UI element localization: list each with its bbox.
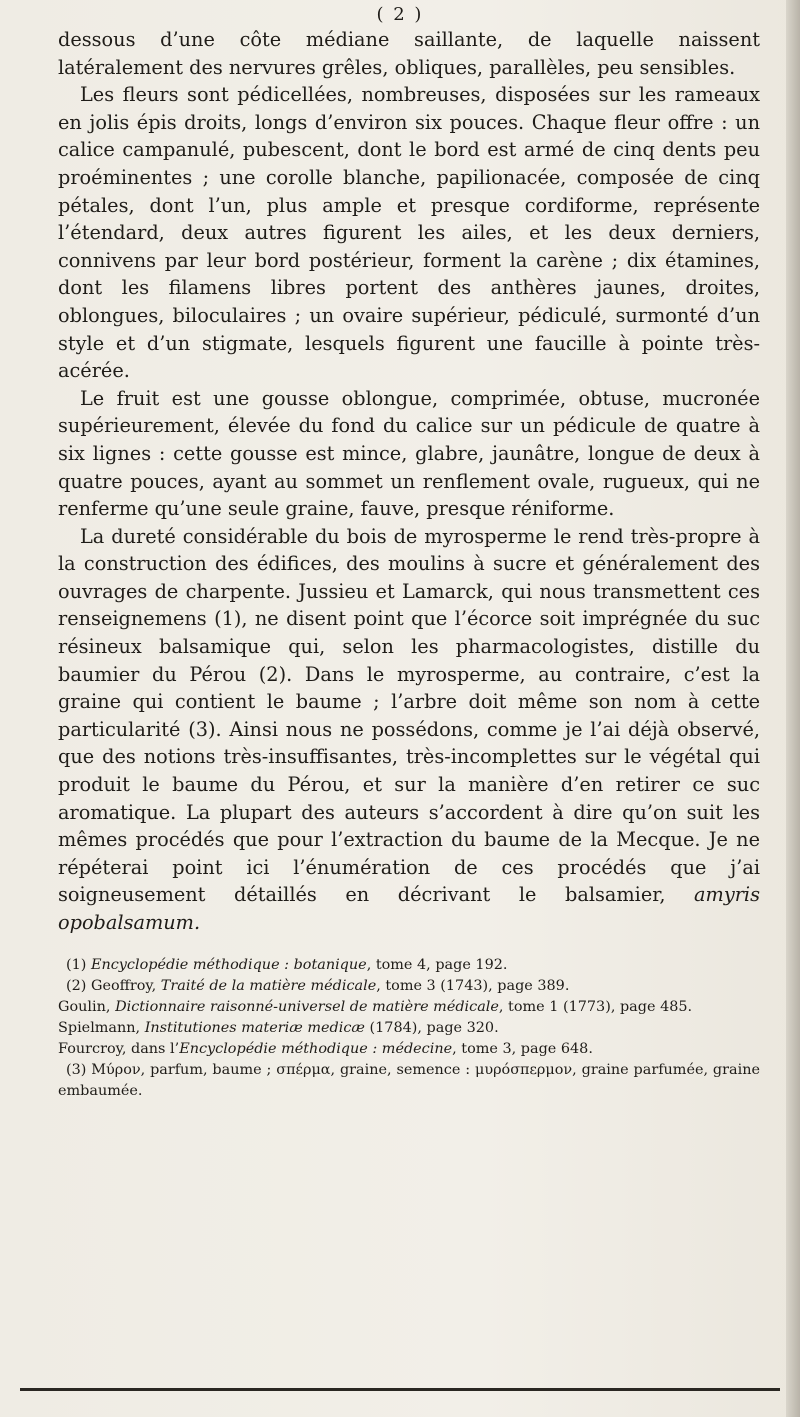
paragraph-1: dessous d’une côte médiane saillante, de laquelle naissent latéralement des nervures grêles, obliques, parallèles, peu sensibles. [58,28,760,79]
species-name: amyris opobalsamum. [58,883,760,934]
page-number: ( 2 ) [376,4,424,25]
bottom-rule [20,1388,780,1391]
page-body [58,26,760,1102]
footnote-2-spielmann: Spielmann, Institutiones materiæ medicæ (1784), page 320. [58,1019,499,1036]
footnote-2-fourcroy: Fourcroy, dans l’Encyclopédie méthodique : médecine, tome 3, page 648. [58,1040,593,1057]
footnote-1: (1) Encyclopédie méthodique : botanique, tome 4, page 192. [66,956,508,973]
paragraph-fruit: Le fruit est une gousse oblongue, comprimée, obtuse, mucronée supérieurement, élevée du fond du calice sur un pédicule de quatre à six lignes : cette gousse est mince, glabre, jaunâtre, longue de deux à quatre pouces, ayant au sommet un renflement ovale, rugueux, qui ne renferme qu’une seule graine, fauve, presque réniforme. [58,386,760,521]
paragraph-wood [58,523,760,937]
paragraph-wood-text: La dureté considérable du bois de myrosperme le rend très-propre à la construction des édifices, des moulins à sucre et généralement des ouvrages de charpente. Jussieu et Lamarck, qui nous transmettent ces renseignemens (1), ne disent point que l’écorce soit imprégnée du suc résineux balsamique qui, selon les pharmacologistes, distille du baumier du Pérou (2). Dans le myrosperme, au contraire, c’est la graine qui contient le baume ; l’arbre doit même son nom à cette particularité (3). Ainsi nous ne possédons, comme je l’ai déjà observé, que des notions très-insuffisantes, très-incomplettes sur le végétal qui produit le baume du Pérou, et sur la manière d’en retirer ce suc aromatique. La plupart des auteurs s’accordent à dire qu’on suit les mêmes procédés que pour l’extraction du baume de la Mecque. Je ne répéterai point ici l’énumération de ces procédés que j’ai soigneusement détaillés en décrivant le balsamier, [58,524,760,907]
footnote-2: (2) Geoffroy, Traité de la matière médicale, tome 3 (1743), page 389. [66,977,570,994]
footnotes [58,955,760,1102]
footnote-3: (3) Μύρον, parfum, baume ; σπέρμα, graine, semence : μυρόσπερμον, graine parfumée, graine embaumée. [58,1061,760,1099]
page-edge-shadow [786,0,800,1417]
paragraph-flowers: Les fleurs sont pédicellées, nombreuses, disposées sur les rameaux en jolis épis droits, longs d’environ six pouces. Chaque fleur offre : un calice campanulé, pubescent, dont le bord est armé de cinq dents peu proéminentes ; une corolle blanche, papilionacée, composée de cinq pétales, dont l’un, plus ample et presque cordiforme, représente l’étendard, deux autres figurent les ailes, et les deux derniers, connivens par leur bord postérieur, forment la carène ; dix étamines, dont les filamens libres portent des anthères jaunes, droites, oblongues, biloculaires ; un ovaire supérieur, pédiculé, surmonté d’un style et d’un stigmate, lesquels figurent une faucille à pointe très-acérée. [58,83,760,383]
footnote-2-goulin: Goulin, Dictionnaire raisonné-universel de matière médicale, tome 1 (1773), page 485. [58,998,693,1015]
